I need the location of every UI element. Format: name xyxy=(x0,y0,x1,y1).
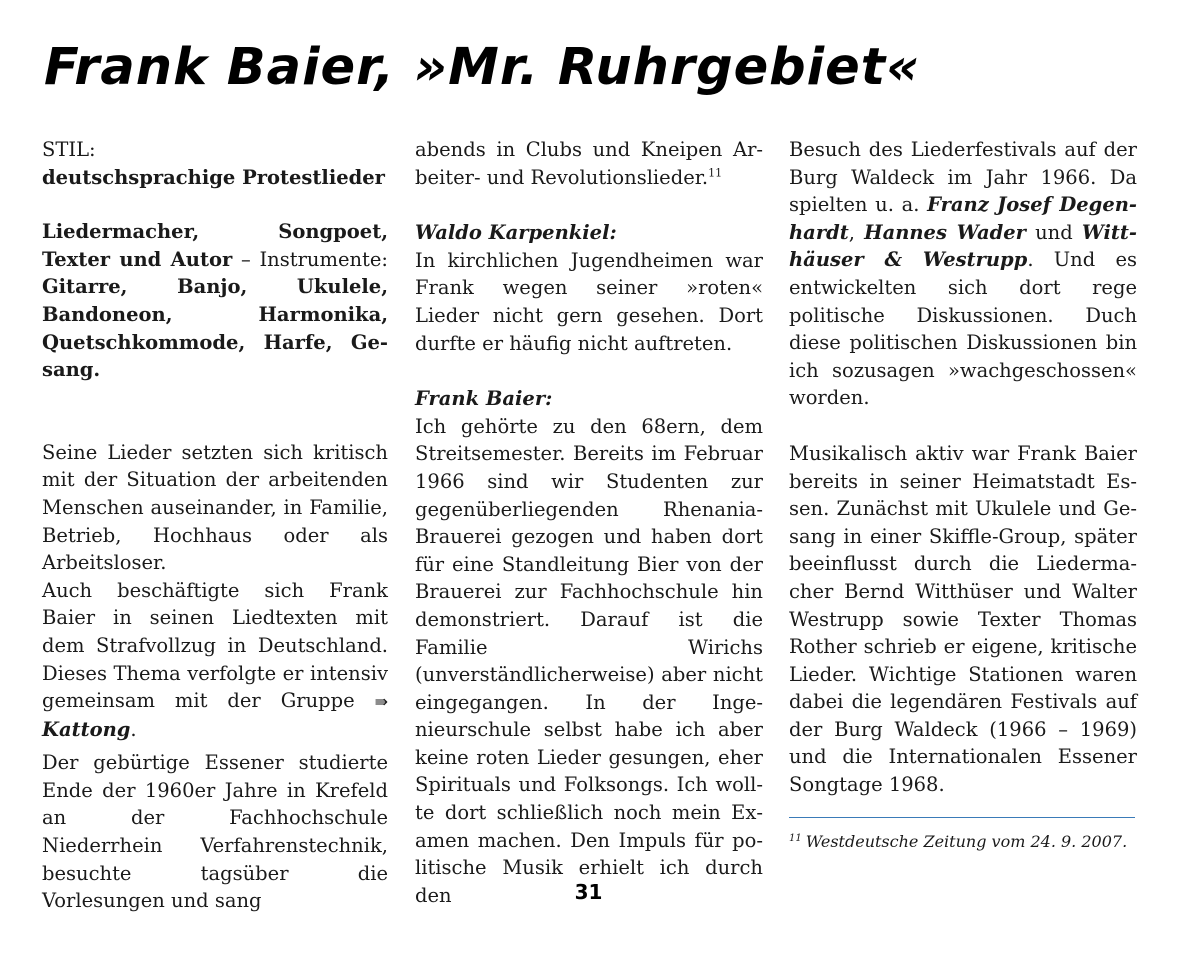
paragraph-end: . xyxy=(130,717,137,741)
page-number: 31 xyxy=(574,880,603,904)
separator: , xyxy=(848,220,865,244)
speaker-heading: Waldo Karpenkiel: xyxy=(415,221,617,245)
column-1 xyxy=(42,136,388,915)
paragraph: Ich gehörte zu den 68ern, dem Streitsemester. Bereits im Februar 1966 sind wir Studenten zur gegenüberliegenden Rhenania-Brauerei gezogen und haben dort für eine Standleitung Bier von der Brauerei zur Fachhochschule hin demonstriert. Darauf ist die Familie Wirichs (unverständlicherweise) aber nicht eingegangen. In der Ingenieurschule selbst habe ich aber keine roten Lieder gesungen, eher Spirituals und Folksongs. Ich wollte dort schließlich noch mein Examen machen. Den Impuls für politische Musik erhielt ich durch den xyxy=(415,414,763,907)
footnote-ref[interactable]: 11 xyxy=(708,166,723,180)
footnote xyxy=(789,832,1127,851)
instruments-label: – Instrumente: xyxy=(232,247,389,271)
column-2 xyxy=(415,136,763,909)
style-label: STIL: xyxy=(42,138,96,161)
paragraph-text: . Und es entwickelten sich dort rege politische Diskussionen. Duch diese politischen Diskussionen bin ich sozusagen »wachgeschossen« worden. xyxy=(789,248,1137,410)
column-3 xyxy=(789,136,1137,799)
style-value: deutschsprachige Protestlieder xyxy=(42,165,385,189)
cross-reference-link[interactable]: Kattong xyxy=(42,717,131,741)
instruments: Gitarre, Banjo, Ukulele, Bandoneon, Harmonika, Quetschkommode, Harfe, Gesang. xyxy=(42,275,388,382)
page-title: Frank Baier, »Mr. Ruhrgebiet« xyxy=(44,38,921,97)
artist-name: Witthäuser & Westrupp xyxy=(789,220,1137,272)
artist-info xyxy=(42,218,388,384)
speaker-heading: Frank Baier: xyxy=(415,387,553,411)
cross-reference-arrow-icon: ⇛ xyxy=(374,692,388,712)
paragraph: Seine Lieder setzten sich kritisch mit der Situation der arbeitenden Menschen auseinander, in Familie, Betrieb, Hochhaus oder als Arbeitsloser. xyxy=(42,440,388,575)
paragraph-text: abends in Clubs und Kneipen Arbeiter- und Revolutionslieder. xyxy=(415,138,763,189)
paragraph: Der gebürtige Essener studierte Ende der 1960er Jahre in Krefeld an der Fachhochschule Niederrhein Verfahrenstechnik, besuchte tagsüber die Vorlesungen und sang xyxy=(42,751,388,913)
footnote-divider xyxy=(789,817,1135,818)
paragraph-text: Besuch des Liederfestivals auf der Burg Waldeck im Jahr 1966. Da spielten u. a. xyxy=(789,138,1137,217)
artist-name: Hannes Wader xyxy=(864,220,1026,244)
paragraph xyxy=(42,577,388,744)
roles: Liedermacher, Songpoet, Texter und Autor xyxy=(42,220,388,271)
paragraph: Musikalisch aktiv war Frank Baier bereits in seiner Heimatstadt Essen. Zunächst mit Ukulele und Gesang in einer Skiffle-Group, später beeinflusst durch die Liedermacher Bernd Witthüser und Walter Westrupp sowie Texter Thomas Rother schrieb er eigene, kritische Lieder. Wichtige Stationen waren dabei die legendären Festivals auf der Burg Waldeck (1966 – 1969) und die Internationalen Essener Songtage 1968. xyxy=(789,441,1137,797)
footnote-text: Westdeutsche Zeitung vom 24. 9. 2007. xyxy=(805,832,1128,851)
artist-name: Franz Josef Degenhardt xyxy=(789,193,1137,244)
paragraph xyxy=(789,136,1137,412)
paragraph: In kirchlichen Jugendheimen war Frank wegen seiner »roten« Lieder nicht gern gesehen. Dort durfte er häufig nicht auftreten. xyxy=(415,248,763,355)
paragraph-text: Auch beschäftigte sich Frank Baier in seinen Liedtexten mit dem Strafvollzug in Deutschland. Dieses Thema verfolgte er intensiv gemeinsam mit der Gruppe xyxy=(42,578,388,713)
paragraph xyxy=(415,136,763,191)
footnote-number: 11 xyxy=(789,832,802,844)
separator: und xyxy=(1025,220,1082,244)
